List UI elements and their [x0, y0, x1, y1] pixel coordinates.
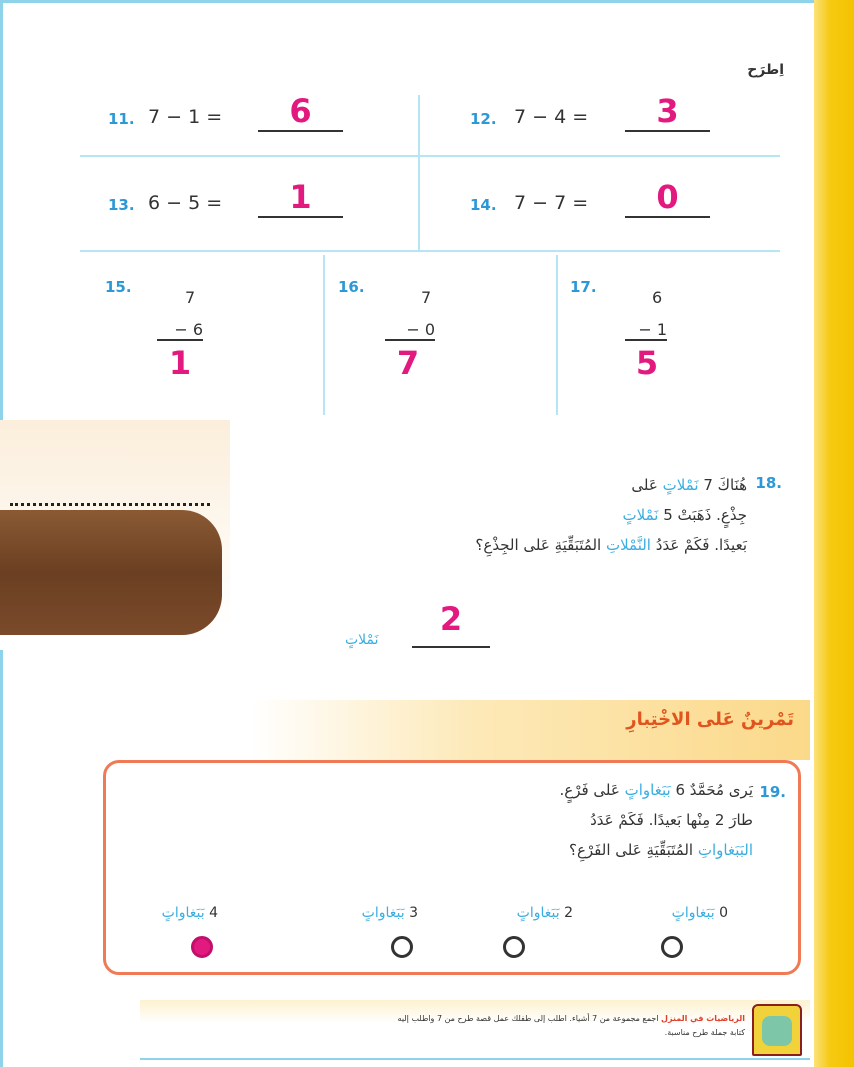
- option-number: 2: [564, 905, 573, 921]
- owl-icon: [762, 1016, 792, 1046]
- problem-13: [108, 178, 368, 228]
- option-radio[interactable]: [503, 936, 525, 958]
- equation: 7 − 4 =: [514, 106, 589, 128]
- keyword: نَمْلاتٍ: [662, 476, 699, 494]
- footer-text: كتابة جملة طرح مناسبة.: [664, 1028, 745, 1037]
- minuend: 7: [421, 288, 432, 307]
- option-number: 0: [719, 905, 728, 921]
- option-label: بَبَغاواتٍ: [161, 905, 205, 921]
- question-line: [332, 530, 747, 560]
- option-radio[interactable]: [391, 936, 413, 958]
- keyword: النَّمْلاتِ: [605, 536, 651, 554]
- divider: [80, 155, 780, 157]
- ants-image: [10, 503, 210, 511]
- subtrahend: − 6: [157, 320, 203, 341]
- minuend: 6: [652, 288, 663, 307]
- option-4[interactable]: [98, 898, 218, 968]
- problem-11: [108, 92, 368, 140]
- text: المُتَبَقِّيَةِ عَلى الفَرْعِ؟: [568, 841, 694, 859]
- answer-unit: نَمْلاتٍ: [345, 632, 379, 648]
- answer[interactable]: 1: [168, 344, 192, 382]
- text: جِذْعٍ. ذَهَبَتْ 5: [663, 506, 747, 524]
- option-0[interactable]: [608, 898, 728, 968]
- problem-number: 16.: [338, 278, 365, 296]
- subtrahend: − 1: [625, 320, 667, 341]
- option-number: 4: [209, 905, 218, 921]
- problem-number: 19.: [759, 783, 786, 801]
- option-3[interactable]: [298, 898, 418, 968]
- log-image: [0, 510, 222, 635]
- text: عَلى فَرْعٍ.: [559, 781, 620, 799]
- problem-number: 13.: [108, 196, 135, 214]
- test-practice-box: [103, 760, 801, 975]
- option-label: بَبَغاواتٍ: [516, 905, 560, 921]
- option-label: بَبَغاواتٍ: [671, 905, 715, 921]
- practice-title: تَمْرينٌ عَلى الاخْتِبارِ: [626, 709, 794, 730]
- answer-field[interactable]: 6: [258, 92, 343, 132]
- problem-number: 18.: [755, 474, 782, 492]
- yellow-margin-strip: [814, 0, 854, 1067]
- answer-field[interactable]: 1: [258, 178, 343, 218]
- question-line: طارَ 2 مِنْها بَعيدًا. فَكَمْ عَدَدُ: [590, 811, 753, 829]
- minuend: 7: [185, 288, 196, 307]
- answer-options: [106, 898, 798, 968]
- answer-field[interactable]: 3: [625, 92, 710, 132]
- subtrahend: − 0: [385, 320, 435, 341]
- divider: [80, 250, 780, 252]
- house-icon: [752, 1004, 802, 1056]
- text: بَعيدًا. فَكَمْ عَدَدُ: [655, 536, 747, 554]
- answer-field[interactable]: 2: [412, 600, 490, 648]
- text: يَرى مُحَمَّدٌ 6: [675, 781, 753, 799]
- option-radio[interactable]: [661, 936, 683, 958]
- text: المُتَبَقِّيَةِ عَلى الجِذْعِ؟: [475, 536, 602, 554]
- option-number: 3: [409, 905, 418, 921]
- footer-text: اجمع مجموعة من 7 أشياء. اطلب إلى طفلك عمل قصة طرح من 7 واطلب إليه: [397, 1014, 659, 1023]
- keyword: بَبَغاواتٍ: [624, 781, 671, 799]
- question-line: [332, 500, 747, 530]
- equation: 7 − 1 =: [148, 106, 223, 128]
- text: هُنَاكَ 7: [703, 476, 747, 494]
- problem-12: [470, 92, 730, 140]
- instruction-heading: اِطرَح: [747, 62, 784, 78]
- problem-number: 15.: [105, 278, 132, 296]
- divider: [556, 255, 558, 415]
- problem-number: 17.: [570, 278, 597, 296]
- problem-number: 12.: [470, 110, 497, 128]
- problem-16: [338, 278, 458, 398]
- question-line: [333, 775, 753, 805]
- option-2[interactable]: [453, 898, 573, 968]
- option-radio-selected[interactable]: [191, 936, 213, 958]
- divider: [323, 255, 325, 415]
- keyword: نَمْلاتٍ: [622, 506, 659, 524]
- answer[interactable]: 5: [635, 344, 659, 382]
- divider: [418, 95, 420, 250]
- problem-15: [105, 278, 225, 398]
- question-line: [333, 835, 753, 865]
- equation: 6 − 5 =: [148, 192, 223, 214]
- problem-14: [470, 178, 730, 228]
- answer[interactable]: 7: [396, 344, 420, 382]
- question-line: [332, 470, 747, 500]
- option-label: بَبَغاواتٍ: [361, 905, 405, 921]
- problem-17: [570, 278, 690, 398]
- keyword: البَبَغاواتِ: [697, 841, 753, 859]
- equation: 7 − 7 =: [514, 192, 589, 214]
- problem-18: [332, 470, 782, 560]
- footer-label: الرياضيات في المنزل: [661, 1014, 745, 1023]
- text: عَلى: [631, 476, 658, 494]
- home-connection-footer: [140, 1000, 810, 1060]
- answer-field[interactable]: 0: [625, 178, 710, 218]
- problem-number: 14.: [470, 196, 497, 214]
- problem-number: 11.: [108, 110, 135, 128]
